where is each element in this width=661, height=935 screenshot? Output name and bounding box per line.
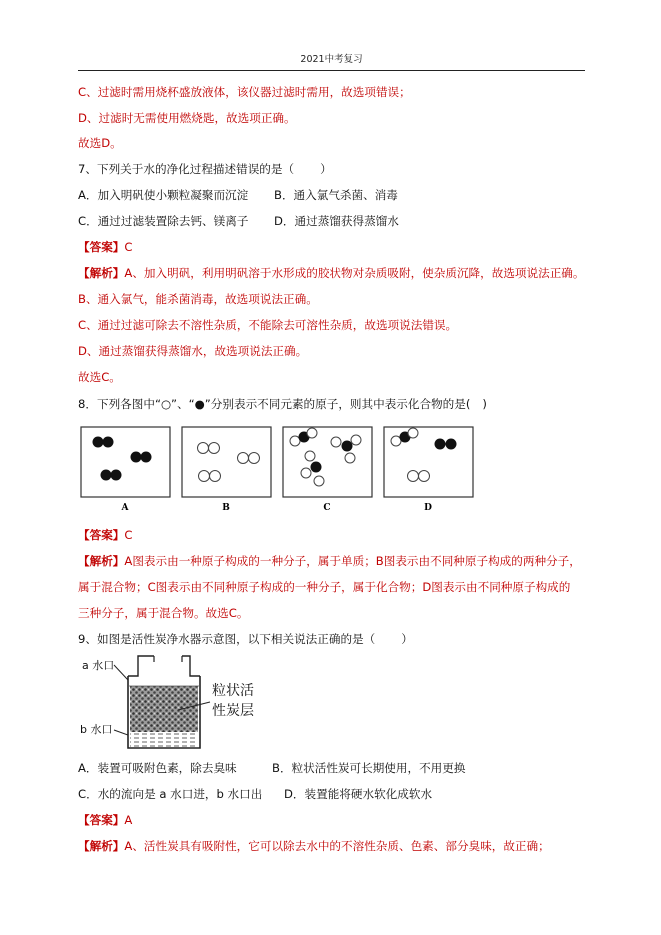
q6-analysis-d: D、过滤时无需使用燃烧匙，故选项正确。 xyxy=(78,111,296,125)
q8-box-c xyxy=(283,427,372,513)
q8-molecule-figure xyxy=(78,424,478,516)
q9-option-a: A．装置可吸附色素，除去臭味 xyxy=(78,761,237,775)
q9-gravel-layer xyxy=(130,732,198,747)
q8-box-d xyxy=(384,427,473,513)
q7-answer-value: C xyxy=(124,240,133,254)
q9-label-inlet-b: b 水口 xyxy=(80,723,113,736)
q9-layer-label-2: 性炭层 xyxy=(212,703,254,719)
q6-analysis-c: C、过滤时需用烧杯盛放液体，该仪器过滤时需用，故选项错误； xyxy=(78,85,411,99)
q9-option-d: D．装置能将硬水软化成软水 xyxy=(284,787,433,801)
q7-analysis-2: B、通入氯气，能杀菌消毒，故选项说法正确。 xyxy=(78,292,318,306)
q8-analysis-label: 【解析】 xyxy=(78,554,125,568)
q9-answer-value: A xyxy=(124,813,133,827)
q7-analysis-1 xyxy=(78,266,584,281)
q7-analysis-4: D、通过蒸馏获得蒸馏水，故选项说法正确。 xyxy=(78,344,308,358)
q7-stem-text: 7、下列关于水的净化过程描述错误的是（ xyxy=(78,162,295,176)
q9-analysis-1 xyxy=(78,839,550,854)
q6-conclusion: 故选D。 xyxy=(78,136,122,150)
q7-stem-end: ） xyxy=(320,162,332,176)
q9-stem-end: ） xyxy=(401,632,413,646)
q8-answer-label: 【答案】 xyxy=(78,528,125,542)
q8-stem-end: ) xyxy=(482,397,487,411)
q9-option-b: B．粒状活性炭可长期使用，不用更换 xyxy=(272,761,466,775)
q8-label-a: A xyxy=(121,503,129,513)
q8-answer-value: C xyxy=(124,528,133,542)
q7-answer-label: 【答案】 xyxy=(78,240,125,254)
q9-option-c: C．水的流向是 a 水口进，b 水口出 xyxy=(78,787,263,801)
q7-option-b: B．通入氯气杀菌、消毒 xyxy=(274,188,398,202)
q8-box-b xyxy=(182,427,271,513)
q8-stem-text: 8．下列各图中“○”、“●”分别表示不同元素的原子，则其中表示化合物的是( xyxy=(78,397,471,411)
q9-options-row-2 xyxy=(78,787,508,802)
q9-analysis-text-1: A、活性炭具有吸附性，它可以除去水中的不溶性杂质、色素、部分臭味，故正确； xyxy=(124,839,550,853)
q7-answer xyxy=(78,240,133,255)
q9-analysis-label: 【解析】 xyxy=(78,839,125,853)
q7-conclusion: 故选C。 xyxy=(78,370,121,384)
q8-label-d: D xyxy=(424,503,432,513)
q9-filter-figure xyxy=(78,652,258,756)
q7-analysis-text-1: A、加入明矾，利用明矾溶于水形成的胶状物对杂质吸附，使杂质沉降，故选项说法正确。 xyxy=(124,266,585,280)
q8-analysis-text-1: A图表示由一种原子构成的一种分子，属于单质；B图表示由不同种原子构成的两种分子， xyxy=(124,554,581,568)
q8-analysis-2: 属于混合物；C图表示由不同种原子构成的一种分子，属于化合物；D图表示由不同种原子构成的 xyxy=(78,580,571,594)
q9-stem xyxy=(78,632,413,647)
q7-option-c: C．通过过滤装置除去钙、镁离子 xyxy=(78,214,249,228)
q9-answer xyxy=(78,813,132,828)
q9-options-row-1 xyxy=(78,761,508,776)
q9-label-inlet-a: a 水口 xyxy=(82,659,115,672)
q7-analysis-label: 【解析】 xyxy=(78,266,125,280)
q9-stem-text: 9、如图是活性炭净水器示意图，以下相关说法正确的是（ xyxy=(78,632,376,646)
q7-analysis-3: C、通过过滤可除去不溶性杂质，不能除去可溶性杂质，故选项说法错误。 xyxy=(78,318,458,332)
q8-label-c: C xyxy=(323,503,331,513)
q8-stem xyxy=(78,397,487,412)
q8-answer xyxy=(78,528,133,543)
q8-box-a xyxy=(81,427,170,513)
q9-answer-label: 【答案】 xyxy=(78,813,125,827)
q8-analysis-1 xyxy=(78,554,581,569)
q7-options-row-1 xyxy=(78,188,498,203)
q8-label-b: B xyxy=(222,503,230,513)
q9-layer-label-1: 粒状活 xyxy=(212,683,254,699)
page-header: 2021中考复习 xyxy=(78,51,585,71)
q7-stem xyxy=(78,162,332,177)
q8-analysis-3: 三种分子，属于混合物。故选C。 xyxy=(78,606,249,620)
q9-carbon-layer xyxy=(130,686,198,732)
q7-options-row-2 xyxy=(78,214,498,229)
q7-option-a: A．加入明矾使小颗粒凝聚而沉淀 xyxy=(78,188,249,202)
q7-option-d: D．通过蒸馏获得蒸馏水 xyxy=(274,214,399,228)
